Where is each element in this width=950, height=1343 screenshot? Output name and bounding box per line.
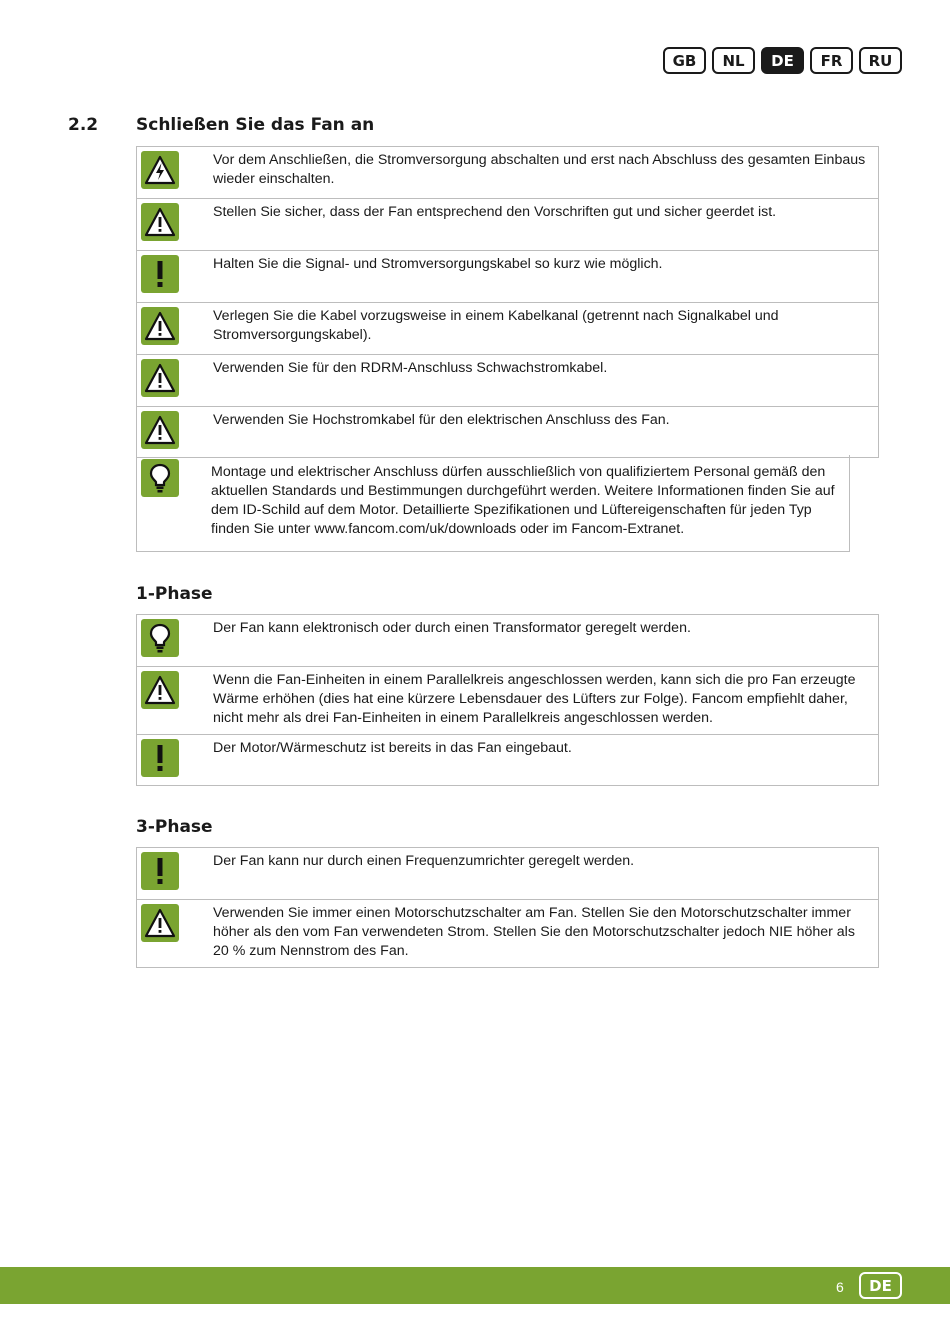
notice-text: Verwenden Sie Hochstromkabel für den elektrischen Anschluss des Fan. — [213, 412, 670, 428]
notice-text: Der Fan kann elektronisch oder durch einen Transformator geregelt werden. — [213, 620, 691, 636]
notice-table-tip — [136, 455, 850, 552]
notice-row — [136, 848, 879, 900]
warning-icon — [141, 904, 179, 942]
notice-row — [136, 303, 879, 355]
warning-icon — [141, 203, 179, 241]
lightbulb-icon — [141, 459, 179, 497]
notice-text: Wenn die Fan-Einheiten in einem Parallelkreis angeschlossen werden, kann sich die pro Fan erzeugte Wärme erhöhen (dies hat eine kürzere Lebensdauer des Lüfters zur Folge). Fancom empfiehlt daher, nicht mehr als drei Fan-Einheiten in einem Parallelkreis angeschlossen werden. — [213, 672, 856, 726]
footer-bar — [0, 1267, 950, 1304]
phase3-heading: 3-Phase — [136, 817, 213, 837]
notice-row — [136, 355, 879, 407]
phase1-heading: 1-Phase — [136, 584, 213, 604]
notice-table-connection — [136, 146, 879, 458]
lang-button-nl[interactable]: NL — [712, 47, 755, 74]
notice-text: Verwenden Sie für den RDRM-Anschluss Schwachstromkabel. — [213, 360, 608, 376]
notice-text: Montage und elektrischer Anschluss dürfen ausschließlich von qualifiziertem Personal gemäß den aktuellen Standards und Bestimmungen durchgeführt werden. Weitere Informationen finden Sie auf dem ID-Schild auf dem Motor. Detaillierte Spezifikationen und Lüftereigenschaften für jeden Typ finden Sie unter www.fancom.com/uk/downloads oder im Fancom-Extranet. — [211, 464, 835, 537]
section-title: Schließen Sie das Fan an — [136, 115, 375, 135]
lightbulb-icon — [141, 619, 179, 657]
notice-text: Der Motor/Wärmeschutz ist bereits in das Fan eingebaut. — [213, 740, 572, 756]
lang-button-ru[interactable]: RU — [859, 47, 902, 74]
notice-row — [136, 199, 879, 251]
notice-text: Stellen Sie sicher, dass der Fan entsprechend den Vorschriften gut und sicher geerdet ist. — [213, 204, 777, 220]
electric-warning-icon — [141, 151, 179, 189]
notice-text: Verwenden Sie immer einen Motorschutzschalter am Fan. Stellen Sie den Motorschutzschalter immer höher als den vom Fan verwendeten Strom. Stellen Sie den Motorschutzschalter jedoch NIE höher als 20 % zum Nennstrom des Fan. — [213, 905, 855, 959]
notice-text: Vor dem Anschließen, die Stromversorgung abschalten und erst nach Abschluss des gesamten Einbaus wieder einschalten. — [213, 152, 866, 187]
lang-button-de[interactable]: DE — [761, 47, 804, 74]
lang-button-gb[interactable]: GB — [663, 47, 706, 74]
notice-text: Halten Sie die Signal- und Stromversorgungskabel so kurz wie möglich. — [213, 256, 663, 272]
notice-text: Verlegen Sie die Kabel vorzugsweise in einem Kabelkanal (getrennt nach Signalkabel und Stromversorgungskabel). — [213, 308, 779, 343]
footer-language-badge: DE — [859, 1272, 902, 1299]
exclamation-icon — [141, 255, 179, 293]
notice-row — [136, 147, 879, 199]
page-number: 6 — [836, 1279, 844, 1295]
notice-text: Der Fan kann nur durch einen Frequenzumrichter geregelt werden. — [213, 853, 635, 869]
warning-icon — [141, 359, 179, 397]
exclamation-icon — [141, 739, 179, 777]
notice-row — [136, 615, 879, 667]
lang-button-fr[interactable]: FR — [810, 47, 853, 74]
notice-row — [136, 667, 879, 735]
section-number: 2.2 — [68, 115, 99, 135]
warning-icon — [141, 411, 179, 449]
language-selector — [663, 47, 902, 74]
section-heading — [68, 115, 374, 135]
notice-row — [136, 407, 879, 458]
notice-row — [136, 900, 879, 968]
notice-row — [136, 251, 879, 303]
warning-icon — [141, 307, 179, 345]
exclamation-icon — [141, 852, 179, 890]
notice-row — [136, 735, 879, 786]
notice-table-phase1 — [136, 614, 879, 786]
notice-row — [136, 455, 850, 552]
warning-icon — [141, 671, 179, 709]
notice-table-phase3 — [136, 847, 879, 968]
